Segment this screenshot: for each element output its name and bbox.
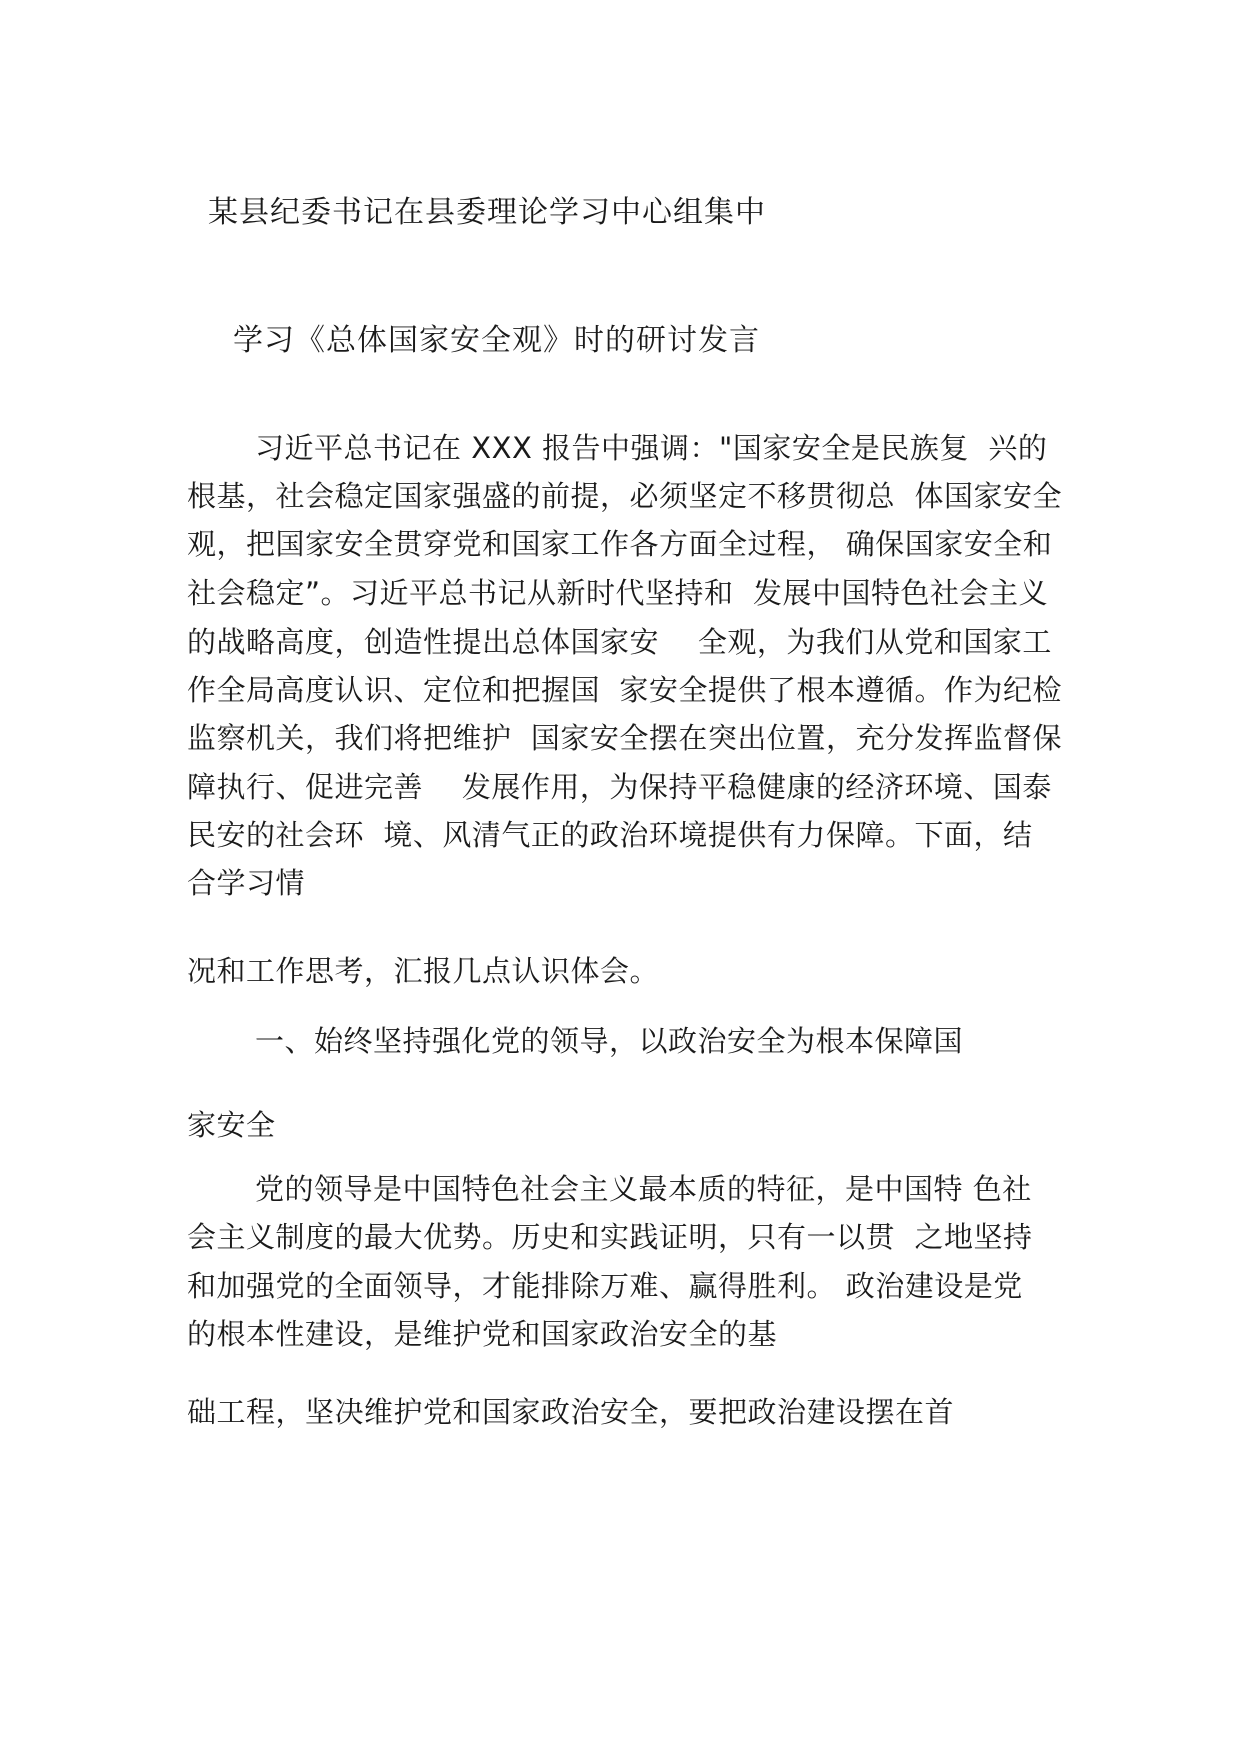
section-heading-1-line-1: 一、始终坚持强化党的领导，以政治安全为根本保障国 [255,1024,964,1058]
paragraph-line: 的根本性建设，是维护党和国家政治安全的基 [187,1317,778,1351]
paragraph-line: 习近平总书记在 XXX 报告中强调："国家安全是民族复 兴的 [255,431,1048,465]
paragraph-1-continuation: 况和工作思考，汇报几点认识体会。 [187,954,660,988]
document-title-line-1: 某县纪委书记在县委理论学习中心组集中 [208,195,766,230]
section-heading-1-line-2: 家安全 [187,1108,276,1142]
paragraph-2-continuation: 础工程，坚决维护党和国家政治安全，要把政治建设摆在首 [187,1395,955,1429]
paragraph-line: 障执行、促进完善 发展作用，为保持平稳健康的经济环境、国泰 [187,770,1052,804]
paragraph-line: 合学习情 [187,866,306,900]
paragraph-line: 作全局高度认识、定位和把握国 家安全提供了根本遵循。作为纪检 [187,673,1062,707]
paragraph-line: 社会稳定”。习近平总书记从新时代坚持和 发展中国特色社会主义 [187,576,1048,610]
paragraph-line: 监察机关，我们将把维护 国家安全摆在突出位置，充分发挥监督保 [187,721,1062,755]
paragraph-line: 党的领导是中国特色社会主义最本质的特征，是中国特 色社 [255,1172,1032,1206]
paragraph-line: 根基，社会稳定国家强盛的前提，必须坚定不移贯彻总 体国家安全 [187,479,1062,513]
paragraph-line: 的战略高度，创造性提出总体国家安 全观，为我们从党和国家工 [187,625,1052,659]
paragraph-line: 和加强党的全面领导，才能排除万难、赢得胜利。 政治建设是党 [187,1269,1023,1303]
document-title-line-2: 学习《总体国家安全观》时的研讨发言 [233,323,760,358]
paragraph-line: 会主义制度的最大优势。历史和实践证明，只有一以贯 之地坚持 [187,1220,1033,1254]
paragraph-line: 民安的社会环 境、风清气正的政治环境提供有力保障。下面，结 [187,818,1033,852]
paragraph-line: 观，把国家安全贯穿党和国家工作各方面全过程， 确保国家安全和 [187,527,1053,561]
